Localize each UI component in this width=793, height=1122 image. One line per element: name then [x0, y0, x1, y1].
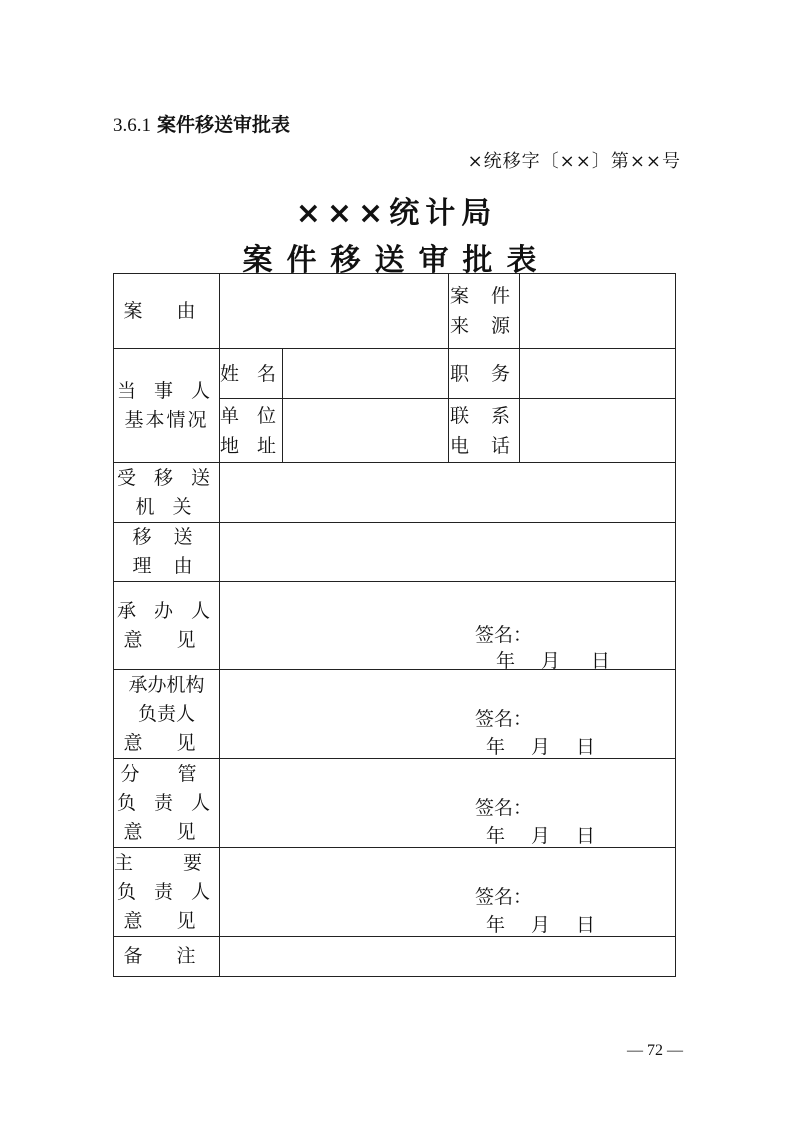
deputy-head-date-line	[486, 821, 595, 848]
deputy-head-opinion-label-line1: 分 管	[120, 762, 213, 785]
document-number: ×统移字〔××〕第××号	[467, 151, 681, 172]
dept-head-date-line	[486, 732, 595, 759]
approval-form-table	[113, 273, 676, 977]
remarks-label: 备 注	[123, 945, 210, 967]
case-source-field[interactable]	[520, 274, 676, 349]
dept-head-opinion-row	[114, 670, 676, 759]
receiving-agency-label-line2: 机 关	[135, 495, 198, 518]
handler-opinion-label-line1: 承 办 人	[116, 599, 217, 622]
dept-head-month-label: 月	[531, 736, 551, 758]
transfer-reason-label-cell	[114, 523, 220, 582]
deputy-head-day-label: 日	[576, 825, 596, 847]
dept-head-opinion-label-line1: 承办机构	[128, 673, 205, 696]
handler-opinion-row	[114, 582, 676, 670]
case-reason-row	[114, 274, 676, 349]
party-name-label: 姓 名	[220, 362, 283, 385]
handler-day-label: 日	[591, 650, 611, 672]
party-name-row	[114, 349, 676, 399]
chief-head-day-label: 日	[576, 914, 596, 936]
party-label-line1: 当 事 人	[116, 379, 217, 402]
party-position-label: 职 务	[449, 362, 519, 385]
form-title: 案件移送审批表	[242, 243, 551, 278]
dept-head-opinion-label-line2: 负责人	[137, 702, 195, 725]
section-heading	[113, 110, 290, 137]
receiving-agency-label-line1: 受 移 送	[116, 466, 217, 489]
dept-head-year-label: 年	[486, 736, 506, 758]
handler-signature-label: 签名：	[475, 624, 533, 646]
chief-head-opinion-row	[114, 848, 676, 937]
party-position-label-cell	[449, 349, 520, 399]
deputy-head-opinion-label-line3: 意 见	[123, 820, 210, 843]
remarks-field[interactable]	[220, 937, 676, 977]
party-phone-label-line1: 联 系	[449, 404, 519, 427]
handler-month-label: 月	[541, 650, 561, 672]
dept-head-opinion-label-line3: 意 见	[123, 731, 210, 754]
chief-head-opinion-label-line3: 意 见	[123, 909, 210, 932]
page-number: — 72 —	[627, 1042, 683, 1059]
deputy-head-year-label: 年	[486, 825, 506, 847]
section-number: 3.6.1	[113, 115, 151, 136]
party-address-label-cell	[220, 399, 283, 463]
remarks-label-cell	[114, 937, 220, 977]
receiving-agency-field[interactable]	[220, 463, 676, 523]
party-label-line2: 基本情况	[124, 408, 209, 431]
party-address-label-line1: 单 位	[220, 404, 283, 427]
handler-opinion-label-cell	[114, 582, 220, 670]
chief-head-opinion-label-line1: 主 要	[114, 851, 225, 874]
chief-head-opinion-label-line2: 负 责 人	[116, 880, 217, 903]
handler-opinion-label-line2: 意 见	[123, 628, 210, 651]
party-phone-field[interactable]	[520, 399, 676, 463]
party-phone-label-cell	[449, 399, 520, 463]
organization-title: ×××统计局	[295, 196, 498, 231]
party-position-field[interactable]	[520, 349, 676, 399]
transfer-reason-row	[114, 523, 676, 582]
receiving-agency-row	[114, 463, 676, 523]
deputy-head-opinion-label-cell	[114, 759, 220, 848]
party-name-field[interactable]	[283, 349, 449, 399]
case-source-label-line1: 案 件	[449, 285, 519, 307]
chief-head-opinion-field[interactable]	[220, 848, 676, 937]
deputy-head-month-label: 月	[531, 825, 551, 847]
deputy-head-opinion-label-line2: 负 责 人	[116, 791, 217, 814]
case-reason-field[interactable]	[220, 274, 449, 349]
transfer-reason-label-line1: 移 送	[132, 526, 201, 548]
case-reason-label-cell	[114, 274, 220, 349]
handler-opinion-field[interactable]	[220, 582, 676, 670]
section-title: 案件移送审批表	[157, 114, 291, 136]
dept-head-opinion-label-cell	[114, 670, 220, 759]
deputy-head-signature-label: 签名：	[475, 797, 533, 819]
transfer-reason-field[interactable]	[220, 523, 676, 582]
case-reason-label: 案 由	[123, 299, 210, 322]
transfer-reason-label-line2: 理 由	[132, 555, 201, 577]
dept-head-opinion-field[interactable]	[220, 670, 676, 759]
party-address-label-line2: 地 址	[220, 434, 283, 457]
receiving-agency-label-cell	[114, 463, 220, 523]
chief-head-date-line	[486, 910, 595, 937]
dept-head-signature-label: 签名：	[475, 708, 533, 730]
deputy-head-opinion-row	[114, 759, 676, 848]
deputy-head-opinion-field[interactable]	[220, 759, 676, 848]
handler-year-label: 年	[496, 650, 516, 672]
chief-head-month-label: 月	[531, 914, 551, 936]
case-source-label-cell	[449, 274, 520, 349]
party-phone-label-line2: 电 话	[449, 434, 519, 457]
chief-head-year-label: 年	[486, 914, 506, 936]
party-name-label-cell	[220, 349, 283, 399]
case-source-label-line2: 来 源	[449, 315, 519, 337]
dept-head-day-label: 日	[576, 736, 596, 758]
remarks-row	[114, 937, 676, 977]
chief-head-opinion-label-cell	[114, 848, 225, 937]
party-label-cell	[114, 349, 220, 463]
chief-head-signature-label: 签名：	[475, 886, 533, 908]
party-address-field[interactable]	[283, 399, 449, 463]
